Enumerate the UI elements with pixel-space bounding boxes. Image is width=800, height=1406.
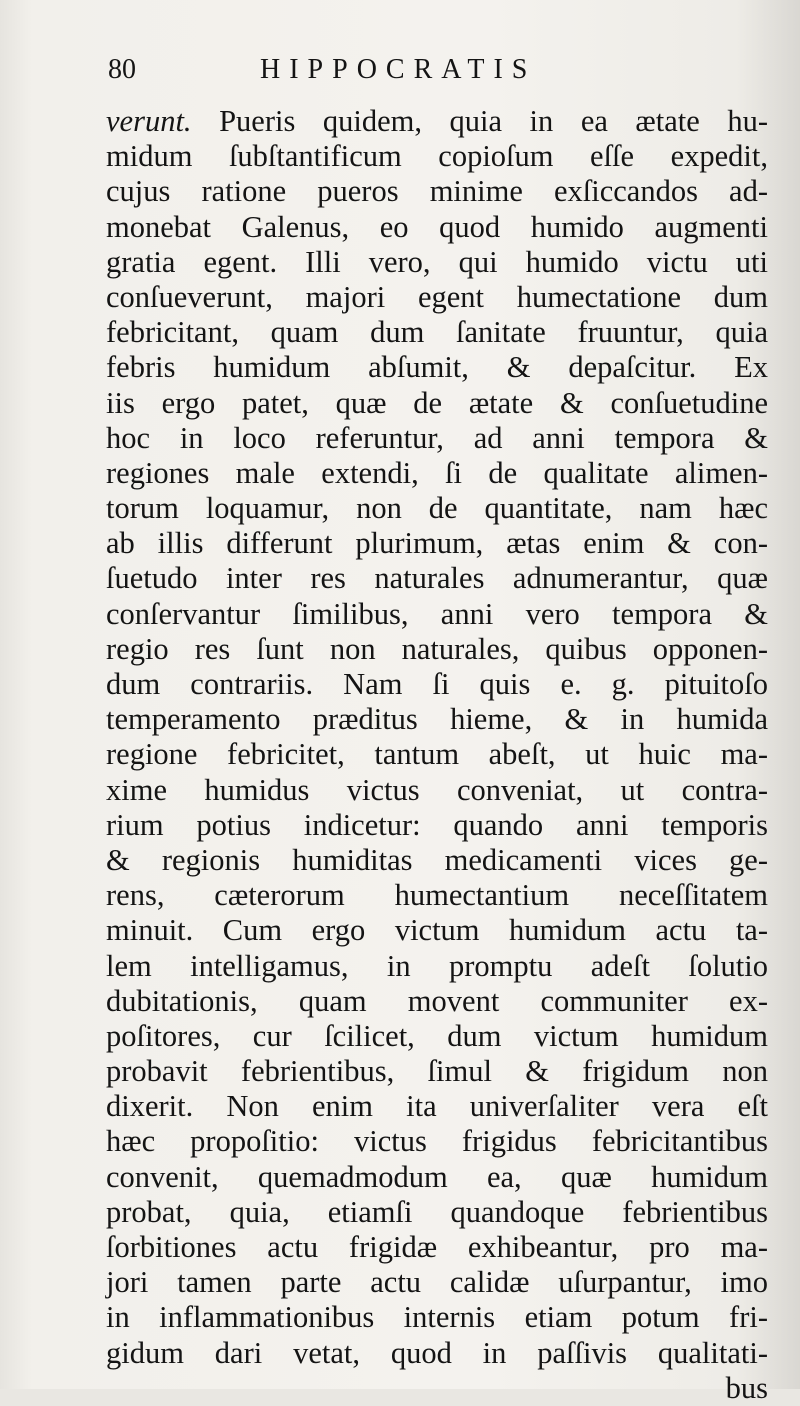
text-line: regione febricitet, tantum abeſt, ut huic ma- — [106, 737, 768, 772]
text-line: minuit. Cum ergo victum humidum actu ta- — [106, 913, 768, 948]
page-header — [108, 52, 608, 92]
text-line: iis ergo patet, quæ de ætate & conſuetudine — [106, 385, 768, 420]
text-line: dixerit. Non enim ita univerſaliter vera eſt — [106, 1089, 768, 1124]
text-line: in inflammationibus internis etiam potum fri- — [106, 1300, 768, 1335]
text-line: jori tamen parte actu calidæ uſurpantur, imo — [106, 1265, 768, 1300]
text-line: rium potius indicetur: quando anni temporis — [106, 807, 768, 842]
text-line: cujus ratione pueros minime exſiccandos ad- — [106, 174, 768, 209]
text-line: poſitores, cur ſcilicet, dum victum humidum — [106, 1018, 768, 1053]
text-line: probavit febrientibus, ſimul & frigidum non — [106, 1054, 768, 1089]
text-line: probat, quia, etiamſi quandoque febrientibus — [106, 1194, 768, 1229]
text-line: regio res ſunt non naturales, quibus opponen- — [106, 631, 768, 666]
text-line: conſueverunt, majori egent humectatione dum — [106, 279, 768, 314]
text-line: xime humidus victus conveniat, ut contra- — [106, 772, 768, 807]
text-line: febricitant, quam dum ſanitate fruuntur, quia — [106, 315, 768, 350]
first-word: verunt. — [106, 104, 192, 138]
page-number: 80 — [108, 54, 136, 85]
text-line: & regionis humiditas medicamenti vices ge- — [106, 842, 768, 877]
text-line: monebat Galenus, eo quod humido augmenti — [106, 209, 768, 244]
body-text — [106, 104, 768, 1406]
text-line: midum ſubſtantificum copioſum eſſe expedit, — [106, 139, 768, 174]
text-line: convenit, quemadmodum ea, quæ humidum — [106, 1159, 768, 1194]
text-line: hoc in loco referuntur, ad anni tempora & — [106, 420, 768, 455]
text-line: ab illis differunt plurimum, ætas enim & con- — [106, 526, 768, 561]
text-line: gidum dari vetat, quod in paſſivis qualitati- — [106, 1335, 768, 1370]
text-line: hæc propoſitio: victus frigidus febricitantibus — [106, 1124, 768, 1159]
text-line: torum loquamur, non de quantitate, nam hæc — [106, 491, 768, 526]
text-line: temperamento præditus hieme, & in humida — [106, 702, 768, 737]
text-line: dum contrariis. Nam ſi quis e. g. pituitoſo — [106, 667, 768, 701]
text-line: lem intelligamus, in promptu adeſt ſolutio — [106, 948, 768, 983]
text-line: conſervantur ſimilibus, anni vero tempora & — [106, 596, 768, 631]
text-line: dubitationis, quam movent communiter ex- — [106, 983, 768, 1018]
text-line — [106, 104, 768, 139]
running-title: HIPPOCRATIS — [260, 54, 537, 85]
text-line: rens, cæterorum humectantium neceſſitatem — [106, 878, 768, 913]
text-line: regiones male extendi, ſi de qualitate alimen- — [106, 455, 768, 490]
text-line: febris humidum abſumit, & depaſcitur. Ex — [106, 350, 768, 385]
catchword: bus — [725, 1370, 768, 1405]
text-line: ſorbitiones actu frigidæ exhibeantur, pro ma- — [106, 1230, 768, 1264]
text-line: ſuetudo inter res naturales adnumerantur, quæ — [106, 561, 768, 596]
line-text: Pueris quidem, quia in ea ætate hu- — [191, 104, 768, 138]
text-line: gratia egent. Illi vero, qui humido victu uti — [106, 244, 768, 279]
